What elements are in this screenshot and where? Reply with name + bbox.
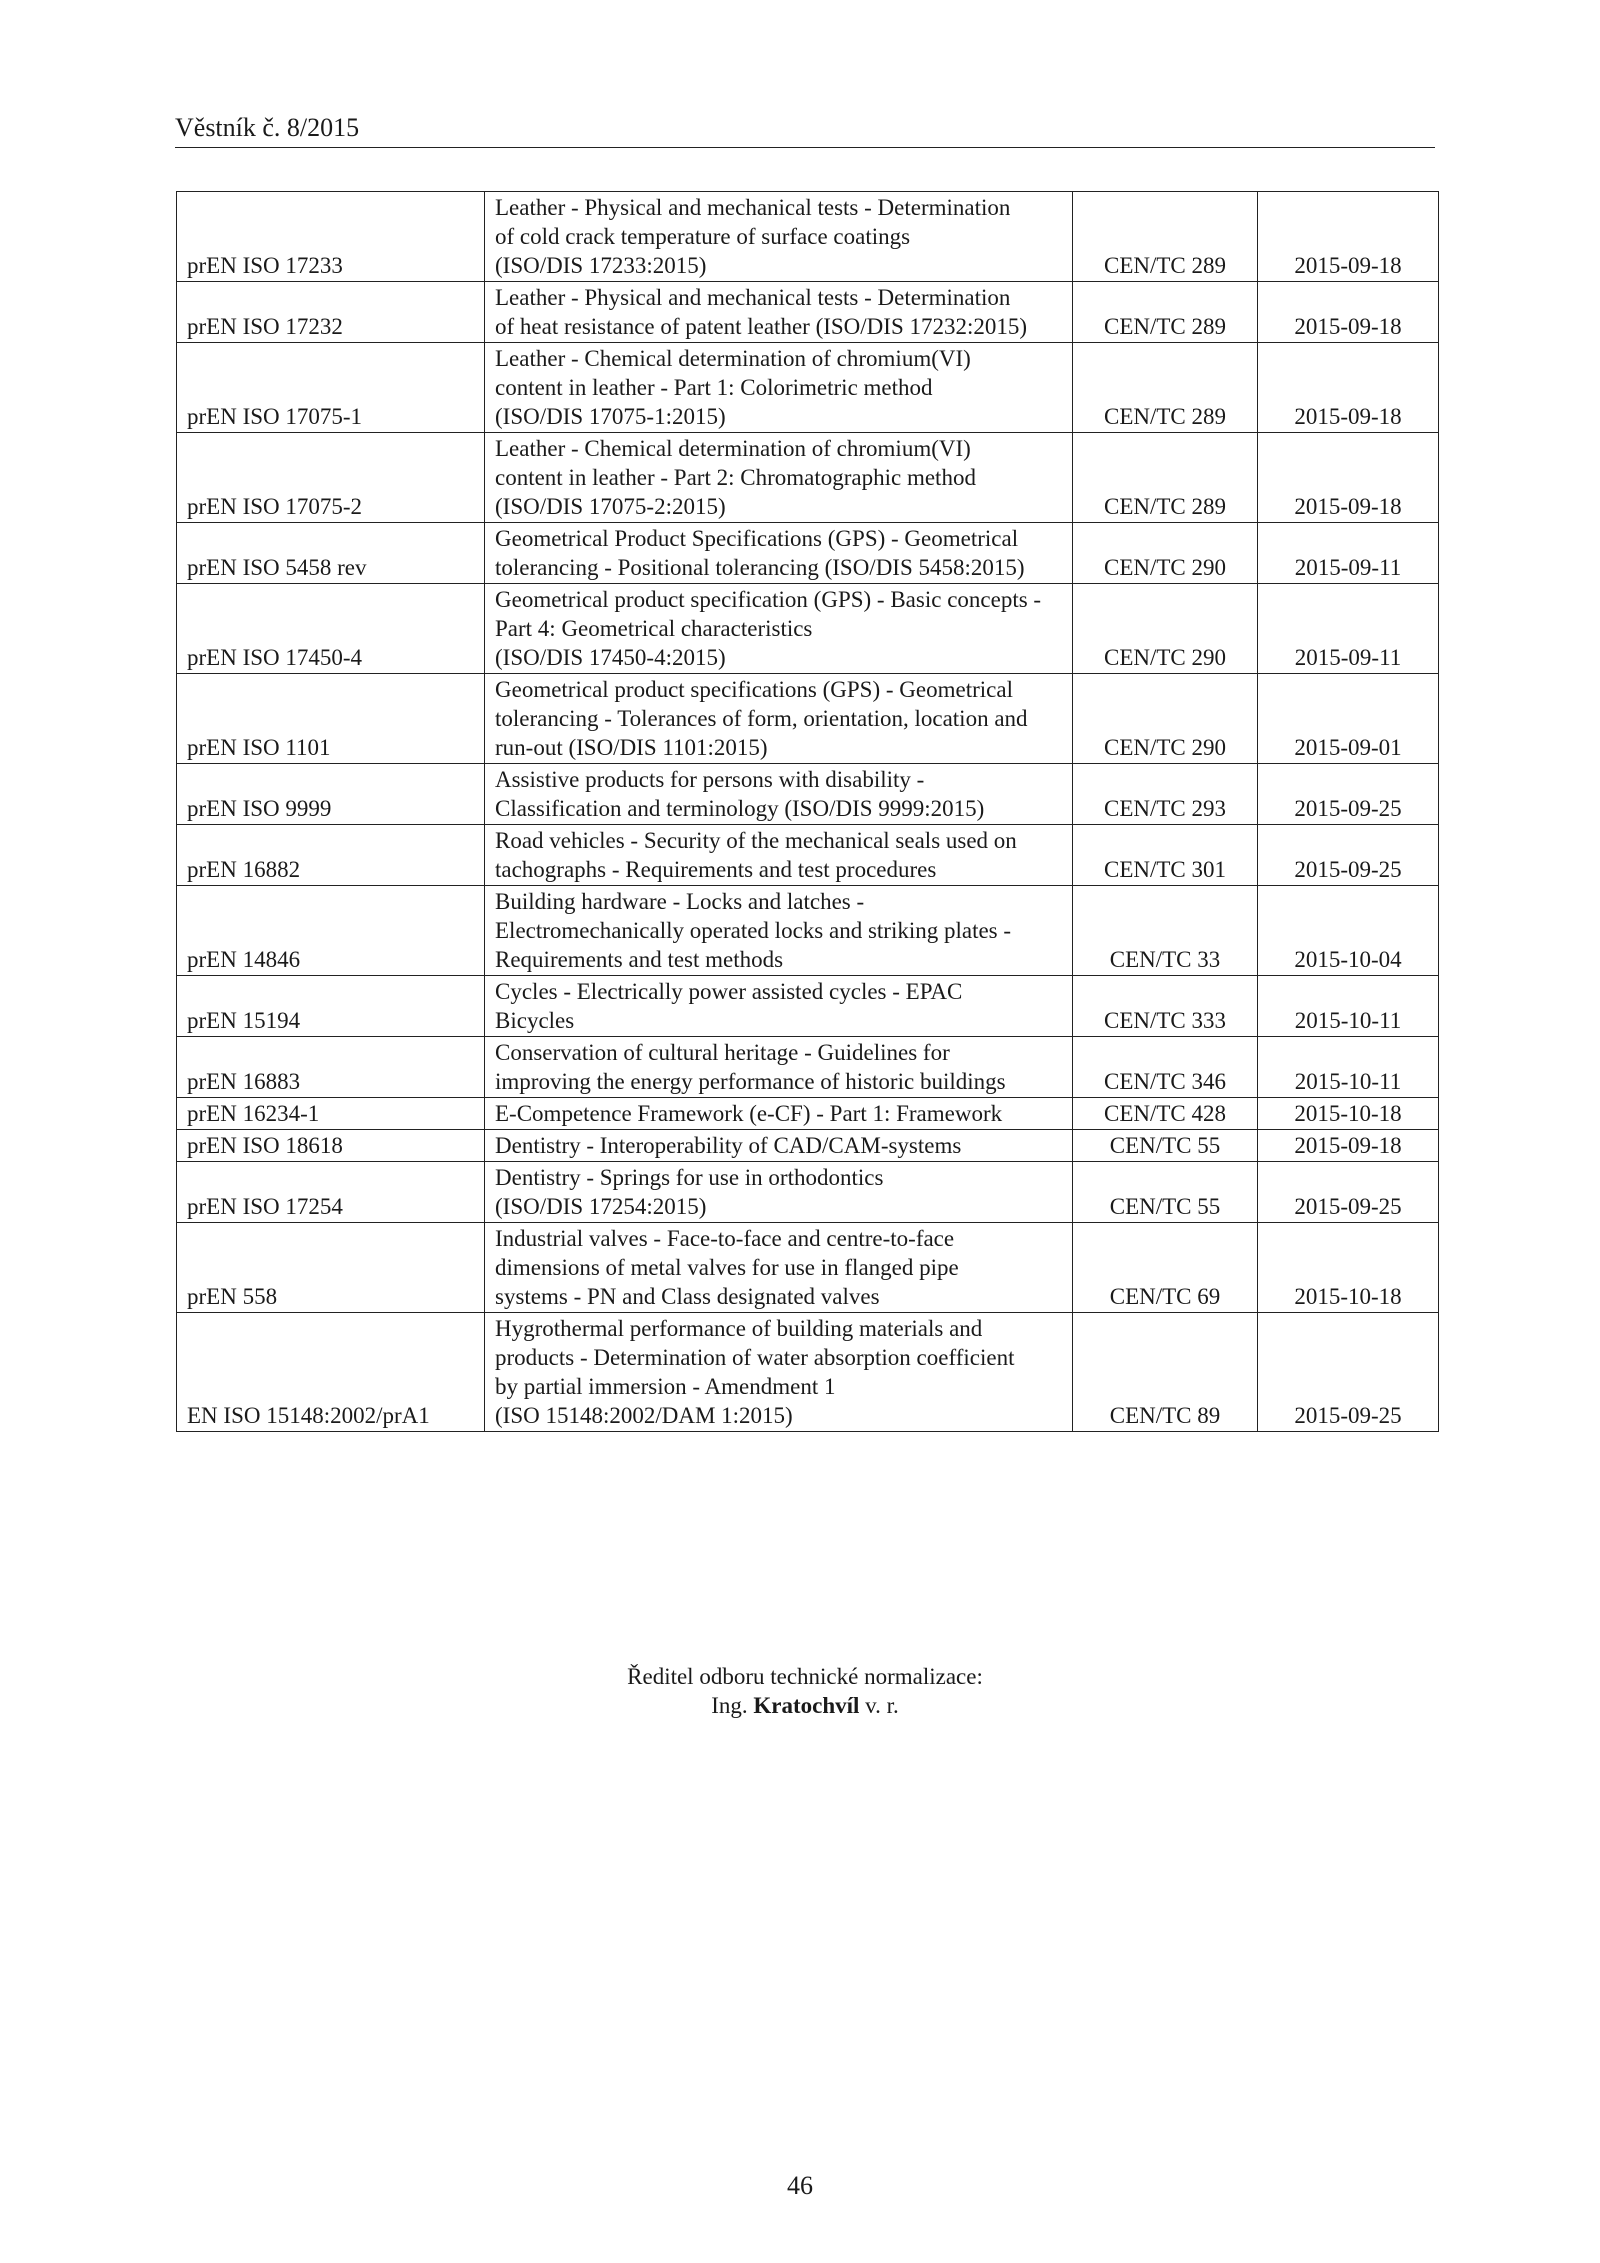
standard-title-line: Dentistry - Interoperability of CAD/CAM-systems bbox=[495, 1133, 962, 1158]
technical-committee-cell: CEN/TC 289 bbox=[1073, 433, 1258, 523]
standard-title-cell bbox=[485, 764, 1073, 825]
standard-code-cell: prEN 14846 bbox=[177, 886, 485, 976]
standard-title-line: Electromechanically operated locks and striking plates - bbox=[495, 918, 1012, 943]
deadline-date-cell: 2015-09-18 bbox=[1258, 192, 1439, 282]
table-row bbox=[177, 1162, 1439, 1223]
table-row bbox=[177, 584, 1439, 674]
deadline-date-cell: 2015-10-18 bbox=[1258, 1098, 1439, 1130]
page-number: 46 bbox=[787, 2171, 813, 2200]
standard-title-line: Requirements and test methods bbox=[495, 947, 784, 972]
table-row bbox=[177, 1223, 1439, 1313]
standard-title-cell bbox=[485, 192, 1073, 282]
standard-title-line: Geometrical Product Specifications (GPS) - Geometrical bbox=[495, 526, 1019, 551]
standard-title-line: Bicycles bbox=[495, 1008, 575, 1033]
standard-title-cell bbox=[485, 1037, 1073, 1098]
technical-committee-cell: CEN/TC 33 bbox=[1073, 886, 1258, 976]
standard-title-line: (ISO/DIS 17233:2015) bbox=[495, 253, 707, 278]
standard-title-cell bbox=[485, 584, 1073, 674]
standard-code-cell: prEN 558 bbox=[177, 1223, 485, 1313]
technical-committee-cell: CEN/TC 290 bbox=[1073, 523, 1258, 584]
deadline-date-cell: 2015-09-11 bbox=[1258, 584, 1439, 674]
table-row bbox=[177, 886, 1439, 976]
standard-title-line: (ISO/DIS 17254:2015) bbox=[495, 1194, 707, 1219]
signature-name: Kratochvíl bbox=[753, 1693, 860, 1718]
technical-committee-cell: CEN/TC 55 bbox=[1073, 1130, 1258, 1162]
bulletin-title: Věstník č. 8/2015 bbox=[175, 113, 360, 142]
standard-code-cell: EN ISO 15148:2002/prA1 bbox=[177, 1313, 485, 1432]
standard-title-line: Geometrical product specifications (GPS) - Geometrical bbox=[495, 677, 1013, 702]
table-row bbox=[177, 976, 1439, 1037]
table-row bbox=[177, 343, 1439, 433]
standard-code-cell: prEN ISO 9999 bbox=[177, 764, 485, 825]
standard-title-line: by partial immersion - Amendment 1 bbox=[495, 1374, 836, 1399]
technical-committee-cell: CEN/TC 89 bbox=[1073, 1313, 1258, 1432]
standard-title-line: improving the energy performance of historic buildings bbox=[495, 1069, 1006, 1094]
standard-title-cell bbox=[485, 825, 1073, 886]
technical-committee-cell: CEN/TC 289 bbox=[1073, 192, 1258, 282]
standard-code-cell: prEN ISO 17232 bbox=[177, 282, 485, 343]
standard-title-line: content in leather - Part 1: Colorimetric method bbox=[495, 375, 933, 400]
table-row bbox=[177, 825, 1439, 886]
deadline-date-cell: 2015-09-01 bbox=[1258, 674, 1439, 764]
standard-code-cell: prEN ISO 17075-2 bbox=[177, 433, 485, 523]
deadline-date-cell: 2015-09-18 bbox=[1258, 433, 1439, 523]
signature-name-line bbox=[10, 1691, 1600, 1720]
standard-title-line: Industrial valves - Face-to-face and centre-to-face bbox=[495, 1226, 955, 1251]
standard-title-cell bbox=[485, 1313, 1073, 1432]
deadline-date-cell: 2015-10-04 bbox=[1258, 886, 1439, 976]
table-row bbox=[177, 674, 1439, 764]
table-row bbox=[177, 1130, 1439, 1162]
standard-title-cell bbox=[485, 523, 1073, 584]
standard-title-line: Dentistry - Springs for use in orthodontics bbox=[495, 1165, 884, 1190]
standard-code-cell: prEN ISO 17233 bbox=[177, 192, 485, 282]
standard-title-line: Geometrical product specification (GPS) - Basic concepts - bbox=[495, 587, 1042, 612]
standard-title-line: of heat resistance of patent leather (ISO/DIS 17232:2015) bbox=[495, 314, 1028, 339]
standard-title-line: Hygrothermal performance of building materials and bbox=[495, 1316, 983, 1341]
technical-committee-cell: CEN/TC 290 bbox=[1073, 584, 1258, 674]
deadline-date-cell: 2015-10-11 bbox=[1258, 976, 1439, 1037]
standard-code-cell: prEN ISO 18618 bbox=[177, 1130, 485, 1162]
standards-table bbox=[176, 191, 1439, 1432]
technical-committee-cell: CEN/TC 289 bbox=[1073, 282, 1258, 343]
standards-table-body bbox=[177, 192, 1439, 1432]
standard-title-cell bbox=[485, 343, 1073, 433]
deadline-date-cell: 2015-09-11 bbox=[1258, 523, 1439, 584]
technical-committee-cell: CEN/TC 301 bbox=[1073, 825, 1258, 886]
standard-title-line: Classification and terminology (ISO/DIS 9999:2015) bbox=[495, 796, 985, 821]
technical-committee-cell: CEN/TC 346 bbox=[1073, 1037, 1258, 1098]
standard-title-line: content in leather - Part 2: Chromatographic method bbox=[495, 465, 976, 490]
deadline-date-cell: 2015-09-25 bbox=[1258, 1162, 1439, 1223]
standard-title-cell bbox=[485, 1162, 1073, 1223]
deadline-date-cell: 2015-09-25 bbox=[1258, 764, 1439, 825]
table-row bbox=[177, 523, 1439, 584]
signature-role: Ředitel odboru technické normalizace: bbox=[627, 1664, 983, 1689]
table-row bbox=[177, 764, 1439, 825]
standard-title-line: (ISO 15148:2002/DAM 1:2015) bbox=[495, 1403, 793, 1428]
standard-title-line: run-out (ISO/DIS 1101:2015) bbox=[495, 735, 768, 760]
standard-title-line: Leather - Chemical determination of chromium(VI) bbox=[495, 436, 971, 461]
standard-title-line: Leather - Physical and mechanical tests - Determination bbox=[495, 195, 1011, 220]
standard-code-cell: prEN ISO 5458 rev bbox=[177, 523, 485, 584]
standard-title-cell bbox=[485, 976, 1073, 1037]
technical-committee-cell: CEN/TC 293 bbox=[1073, 764, 1258, 825]
deadline-date-cell: 2015-09-25 bbox=[1258, 1313, 1439, 1432]
technical-committee-cell: CEN/TC 290 bbox=[1073, 674, 1258, 764]
deadline-date-cell: 2015-09-18 bbox=[1258, 343, 1439, 433]
standard-title-cell bbox=[485, 433, 1073, 523]
technical-committee-cell: CEN/TC 289 bbox=[1073, 343, 1258, 433]
deadline-date-cell: 2015-09-18 bbox=[1258, 282, 1439, 343]
table-row bbox=[177, 1313, 1439, 1432]
standard-title-line: tolerancing - Tolerances of form, orientation, location and bbox=[495, 706, 1028, 731]
standard-title-line: E-Competence Framework (e-CF) - Part 1: Framework bbox=[495, 1101, 1003, 1126]
deadline-date-cell: 2015-10-18 bbox=[1258, 1223, 1439, 1313]
standard-title-line: tolerancing - Positional tolerancing (ISO/DIS 5458:2015) bbox=[495, 555, 1025, 580]
standard-title-cell bbox=[485, 1130, 1073, 1162]
standard-title-line: of cold crack temperature of surface coatings bbox=[495, 224, 911, 249]
standard-title-cell bbox=[485, 1223, 1073, 1313]
standard-title-line: Leather - Physical and mechanical tests - Determination bbox=[495, 285, 1011, 310]
deadline-date-cell: 2015-09-25 bbox=[1258, 825, 1439, 886]
technical-committee-cell: CEN/TC 55 bbox=[1073, 1162, 1258, 1223]
table-row bbox=[177, 1037, 1439, 1098]
standard-code-cell: prEN 16234-1 bbox=[177, 1098, 485, 1130]
signature-suffix: v. r. bbox=[865, 1693, 899, 1718]
table-row bbox=[177, 192, 1439, 282]
technical-committee-cell: CEN/TC 428 bbox=[1073, 1098, 1258, 1130]
standard-code-cell: prEN 16882 bbox=[177, 825, 485, 886]
standard-code-cell: prEN ISO 17075-1 bbox=[177, 343, 485, 433]
standard-title-line: Road vehicles - Security of the mechanical seals used on bbox=[495, 828, 1017, 853]
standard-title-line: products - Determination of water absorption coefficient bbox=[495, 1345, 1015, 1370]
standard-title-line: (ISO/DIS 17075-1:2015) bbox=[495, 404, 726, 429]
standard-title-cell bbox=[485, 1098, 1073, 1130]
standard-title-line: Building hardware - Locks and latches - bbox=[495, 889, 865, 914]
standard-title-cell bbox=[485, 886, 1073, 976]
signature-block bbox=[0, 1662, 1600, 1720]
signature-prefix: Ing. bbox=[711, 1693, 748, 1718]
standard-code-cell: prEN ISO 17450-4 bbox=[177, 584, 485, 674]
technical-committee-cell: CEN/TC 69 bbox=[1073, 1223, 1258, 1313]
standard-code-cell: prEN 15194 bbox=[177, 976, 485, 1037]
standard-title-cell bbox=[485, 674, 1073, 764]
technical-committee-cell: CEN/TC 333 bbox=[1073, 976, 1258, 1037]
standard-code-cell: prEN 16883 bbox=[177, 1037, 485, 1098]
table-row bbox=[177, 1098, 1439, 1130]
standard-title-line: dimensions of metal valves for use in flanged pipe bbox=[495, 1255, 959, 1280]
standard-title-line: systems - PN and Class designated valves bbox=[495, 1284, 880, 1309]
standard-title-line: Part 4: Geometrical characteristics bbox=[495, 616, 813, 641]
standard-title-line: Assistive products for persons with disability - bbox=[495, 767, 925, 792]
standard-title-line: (ISO/DIS 17450-4:2015) bbox=[495, 645, 726, 670]
page-header bbox=[175, 112, 1435, 148]
standard-code-cell: prEN ISO 17254 bbox=[177, 1162, 485, 1223]
standard-title-line: tachographs - Requirements and test procedures bbox=[495, 857, 937, 882]
standard-title-line: Conservation of cultural heritage - Guidelines for bbox=[495, 1040, 950, 1065]
standard-title-cell bbox=[485, 282, 1073, 343]
deadline-date-cell: 2015-10-11 bbox=[1258, 1037, 1439, 1098]
standard-title-line: Cycles - Electrically power assisted cycles - EPAC bbox=[495, 979, 963, 1004]
deadline-date-cell: 2015-09-18 bbox=[1258, 1130, 1439, 1162]
standard-code-cell: prEN ISO 1101 bbox=[177, 674, 485, 764]
standard-title-line: (ISO/DIS 17075-2:2015) bbox=[495, 494, 726, 519]
standard-title-line: Leather - Chemical determination of chromium(VI) bbox=[495, 346, 971, 371]
table-row bbox=[177, 433, 1439, 523]
table-row bbox=[177, 282, 1439, 343]
